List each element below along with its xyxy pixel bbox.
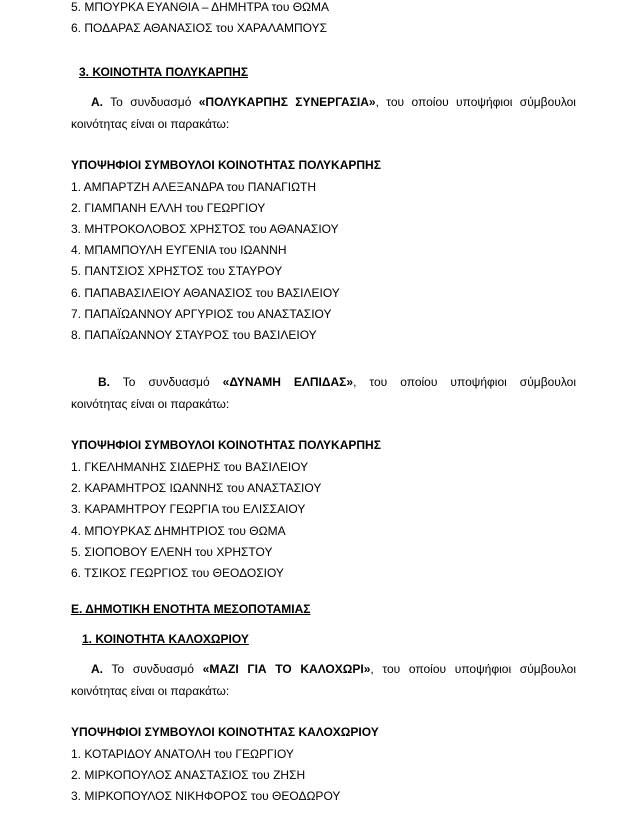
list-item: 8. ΠΑΠΑΪΩΑΝΝΟΥ ΣΤΑΥΡΟΣ του ΒΑΣΙΛΕΙΟΥ [71, 328, 317, 342]
group-a-paragraph [71, 662, 576, 698]
paragraph-line-2: κοινότητας είναι οι παρακάτω: [71, 117, 230, 131]
list-item: 1. ΑΜΠΑΡΤΖΗ ΑΛΕΞΑΝΔΡΑ του ΠΑΝΑΓΙΩΤΗ [71, 180, 317, 194]
paragraph-text: , του οποίου υποψήφιοι σύμβουλοι [353, 375, 576, 389]
section-heading: 3. ΚΟΙΝΟΤΗΤΑ ΠΟΛΥΚΑΡΠΗΣ [79, 65, 249, 79]
coalition-name: «ΜΑΖΙ ΓΙΑ ΤΟ ΚΑΛΟΧΩΡΙ» [202, 662, 371, 676]
group-prefix: Α. [91, 662, 103, 676]
list-item: 3. ΚΑΡΑΜΗΤΡΟΥ ΓΕΩΡΓΙΑ του ΕΛΙΣΣΑΙΟΥ [71, 502, 306, 516]
coalition-name: «ΔΥΝΑΜΗ ΕΛΠΙΔΑΣ» [222, 375, 354, 389]
candidates-list-title: ΥΠΟΨΗΦΙΟΙ ΣΥΜΒΟΥΛΟΙ ΚΟΙΝΟΤΗΤΑΣ ΠΟΛΥΚΑΡΠΗΣ [71, 158, 381, 172]
paragraph-text: , του οποίου υποψήφιοι σύμβουλοι [375, 95, 576, 109]
paragraph-line-1 [71, 375, 576, 389]
candidates-list-title: ΥΠΟΨΗΦΙΟΙ ΣΥΜΒΟΥΛΟΙ ΚΟΙΝΟΤΗΤΑΣ ΠΟΛΥΚΑΡΠΗΣ [71, 438, 381, 452]
group-prefix: Β. [98, 375, 110, 389]
list-item: 2. ΓΙΑΜΠΑΝΗ ΕΛΛΗ του ΓΕΩΡΓΙΟΥ [71, 201, 266, 215]
paragraph-line-2: κοινότητας είναι οι παρακάτω: [71, 397, 230, 411]
list-item: 5. ΣΙΟΠΟΒΟΥ ΕΛΕΝΗ του ΧΡΗΣΤΟΥ [71, 545, 273, 559]
list-item: 3. ΜΙΡΚΟΠΟΥΛΟΣ ΝΙΚΗΦΟΡΟΣ του ΘΕΟΔΩΡΟΥ [71, 789, 341, 803]
paragraph-text: Το συνδυασμό [110, 375, 223, 389]
group-b-paragraph [71, 375, 576, 411]
list-item: 3. ΜΗΤΡΟΚΟΛΟΒΟΣ ΧΡΗΣΤΟΣ του ΑΘΑΝΑΣΙΟΥ [71, 222, 339, 236]
section-heading: Ε. ΔΗΜΟΤΙΚΗ ΕΝΟΤΗΤΑ ΜΕΣΟΠΟΤΑΜΙΑΣ [71, 602, 311, 616]
group-a-paragraph [71, 95, 576, 131]
list-item: 2. ΜΙΡΚΟΠΟΥΛΟΣ ΑΝΑΣΤΑΣΙΟΣ του ΖΗΣΗ [71, 768, 306, 782]
paragraph-line-1 [71, 662, 576, 676]
candidates-list-title: ΥΠΟΨΗΦΙΟΙ ΣΥΜΒΟΥΛΟΙ ΚΟΙΝΟΤΗΤΑΣ ΚΑΛΟΧΩΡΙΟΥ [71, 725, 379, 739]
paragraph-text: , του οποίου υποψήφιοι σύμβουλοι [370, 662, 576, 676]
list-item: 6. ΠΑΠΑΒΑΣΙΛΕΙΟΥ ΑΘΑΝΑΣΙΟΣ του ΒΑΣΙΛΕΙΟΥ [71, 286, 340, 300]
coalition-name: «ΠΟΛΥΚΑΡΠΗΣ ΣΥΝΕΡΓΑΣΙΑ» [198, 95, 376, 109]
list-item: 1. ΚΟΤΑΡΙΔΟΥ ΑΝΑΤΟΛΗ του ΓΕΩΡΓΙΟΥ [71, 747, 294, 761]
list-item: 2. ΚΑΡΑΜΗΤΡΟΣ ΙΩΑΝΝΗΣ του ΑΝΑΣΤΑΣΙΟΥ [71, 481, 322, 495]
list-item: 1. ΓΚΕΛΗΜΑΝΗΣ ΣΙΔΕΡΗΣ του ΒΑΣΙΛΕΙΟΥ [71, 460, 309, 474]
list-item: 6. ΤΣΙΚΟΣ ΓΕΩΡΓΙΟΣ του ΘΕΟΔΟΣΙΟΥ [71, 566, 284, 580]
list-item: 6. ΠΟΔΑΡΑΣ ΑΘΑΝΑΣΙΟΣ του ΧΑΡΑΛΑΜΠΟΥΣ [71, 21, 328, 35]
paragraph-line-1 [71, 95, 576, 109]
group-prefix: Α. [91, 95, 103, 109]
sub-section-heading: 1. ΚΟΙΝΟΤΗΤΑ ΚΑΛΟΧΩΡΙΟΥ [82, 632, 249, 646]
paragraph-line-2: κοινότητας είναι οι παρακάτω: [71, 684, 230, 698]
list-item: 5. ΠΑΝΤΣΙΟΣ ΧΡΗΣΤΟΣ του ΣΤΑΥΡΟΥ [71, 264, 283, 278]
list-item: 7. ΠΑΠΑΪΩΑΝΝΟΥ ΑΡΓΥΡΙΟΣ του ΑΝΑΣΤΑΣΙΟΥ [71, 307, 332, 321]
list-item: 5. ΜΠΟΥΡΚΑ ΕΥΑΝΘΙΑ – ΔΗΜΗΤΡΑ του ΘΩΜΑ [71, 0, 330, 14]
paragraph-text: Το συνδυασμό [103, 662, 203, 676]
list-item: 4. ΜΠΑΜΠΟΥΛΗ ΕΥΓΕΝΙΑ του ΙΩΑΝΝΗ [71, 243, 287, 257]
paragraph-text: Το συνδυασμό [103, 95, 199, 109]
list-item: 4. ΜΠΟΥΡΚΑΣ ΔΗΜΗΤΡΙΟΣ του ΘΩΜΑ [71, 524, 286, 538]
